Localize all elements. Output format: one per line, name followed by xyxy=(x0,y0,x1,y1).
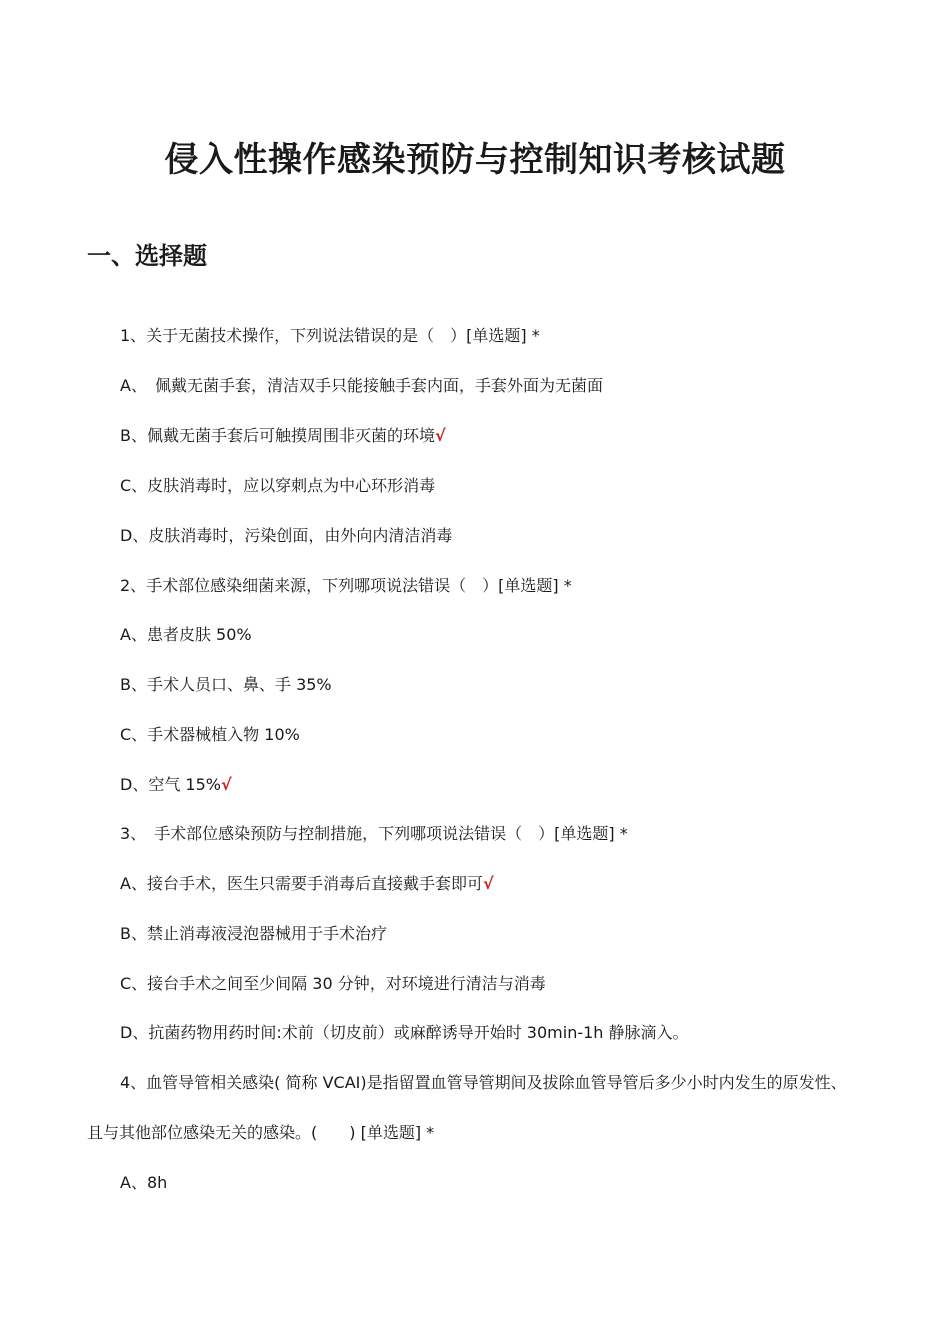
q2-option-c: C、手术器械植入物 10% xyxy=(120,725,300,744)
q3-option-a: A、接台手术，医生只需要手消毒后直接戴手套即可√ xyxy=(120,874,494,893)
q3-option-c: C、接台手术之间至少间隔 30 分钟，对环境进行清洁与消毒 xyxy=(120,974,546,993)
section-heading: 一、选择题 xyxy=(87,242,207,270)
correct-answer-check-icon: √ xyxy=(434,426,446,445)
q2-option-d: D、空气 15%√ xyxy=(120,775,232,794)
question-1: 1、关于无菌技术操作，下列说法错误的是（ ）[单选题] * xyxy=(120,326,540,345)
q2-option-a: A、患者皮肤 50% xyxy=(120,625,252,644)
q2-option-b: B、手术人员口、鼻、手 35% xyxy=(120,675,332,694)
q1-option-d: D、皮肤消毒时，污染创面，由外向内清洁消毒 xyxy=(120,526,453,545)
q1-option-c: C、皮肤消毒时，应以穿刺点为中心环形消毒 xyxy=(120,476,436,495)
correct-answer-check-icon: √ xyxy=(220,775,232,794)
q3-option-d: D、抗菌药物用药时间:术前（切皮前）或麻醉诱导开始时 30min-1h 静脉滴入。 xyxy=(120,1023,689,1042)
question-2: 2、手术部位感染细菌来源，下列哪项说法错误（ ）[单选题] * xyxy=(120,576,572,595)
q1-option-a: A、 佩戴无菌手套，清洁双手只能接触手套内面，手套外面为无菌面 xyxy=(120,376,603,395)
document-title: 侵入性操作感染预防与控制知识考核试题 xyxy=(164,140,786,180)
question-4: 4、血管导管相关感染( 简称 VCAI)是指留置血管导管期间及拔除血管导管后多少小时内发生的原发性、 xyxy=(120,1073,847,1092)
q3-option-b: B、禁止消毒液浸泡器械用于手术治疗 xyxy=(120,924,387,943)
question-4-continued: 且与其他部位感染无关的感染。( ) [单选题] * xyxy=(87,1123,435,1142)
q4-option-a: A、8h xyxy=(120,1173,168,1192)
q1-option-b: B、佩戴无菌手套后可触摸周围非灭菌的环境√ xyxy=(120,426,446,445)
correct-answer-check-icon: √ xyxy=(482,874,494,893)
question-3: 3、 手术部位感染预防与控制措施，下列哪项说法错误（ ）[单选题] * xyxy=(120,824,628,843)
